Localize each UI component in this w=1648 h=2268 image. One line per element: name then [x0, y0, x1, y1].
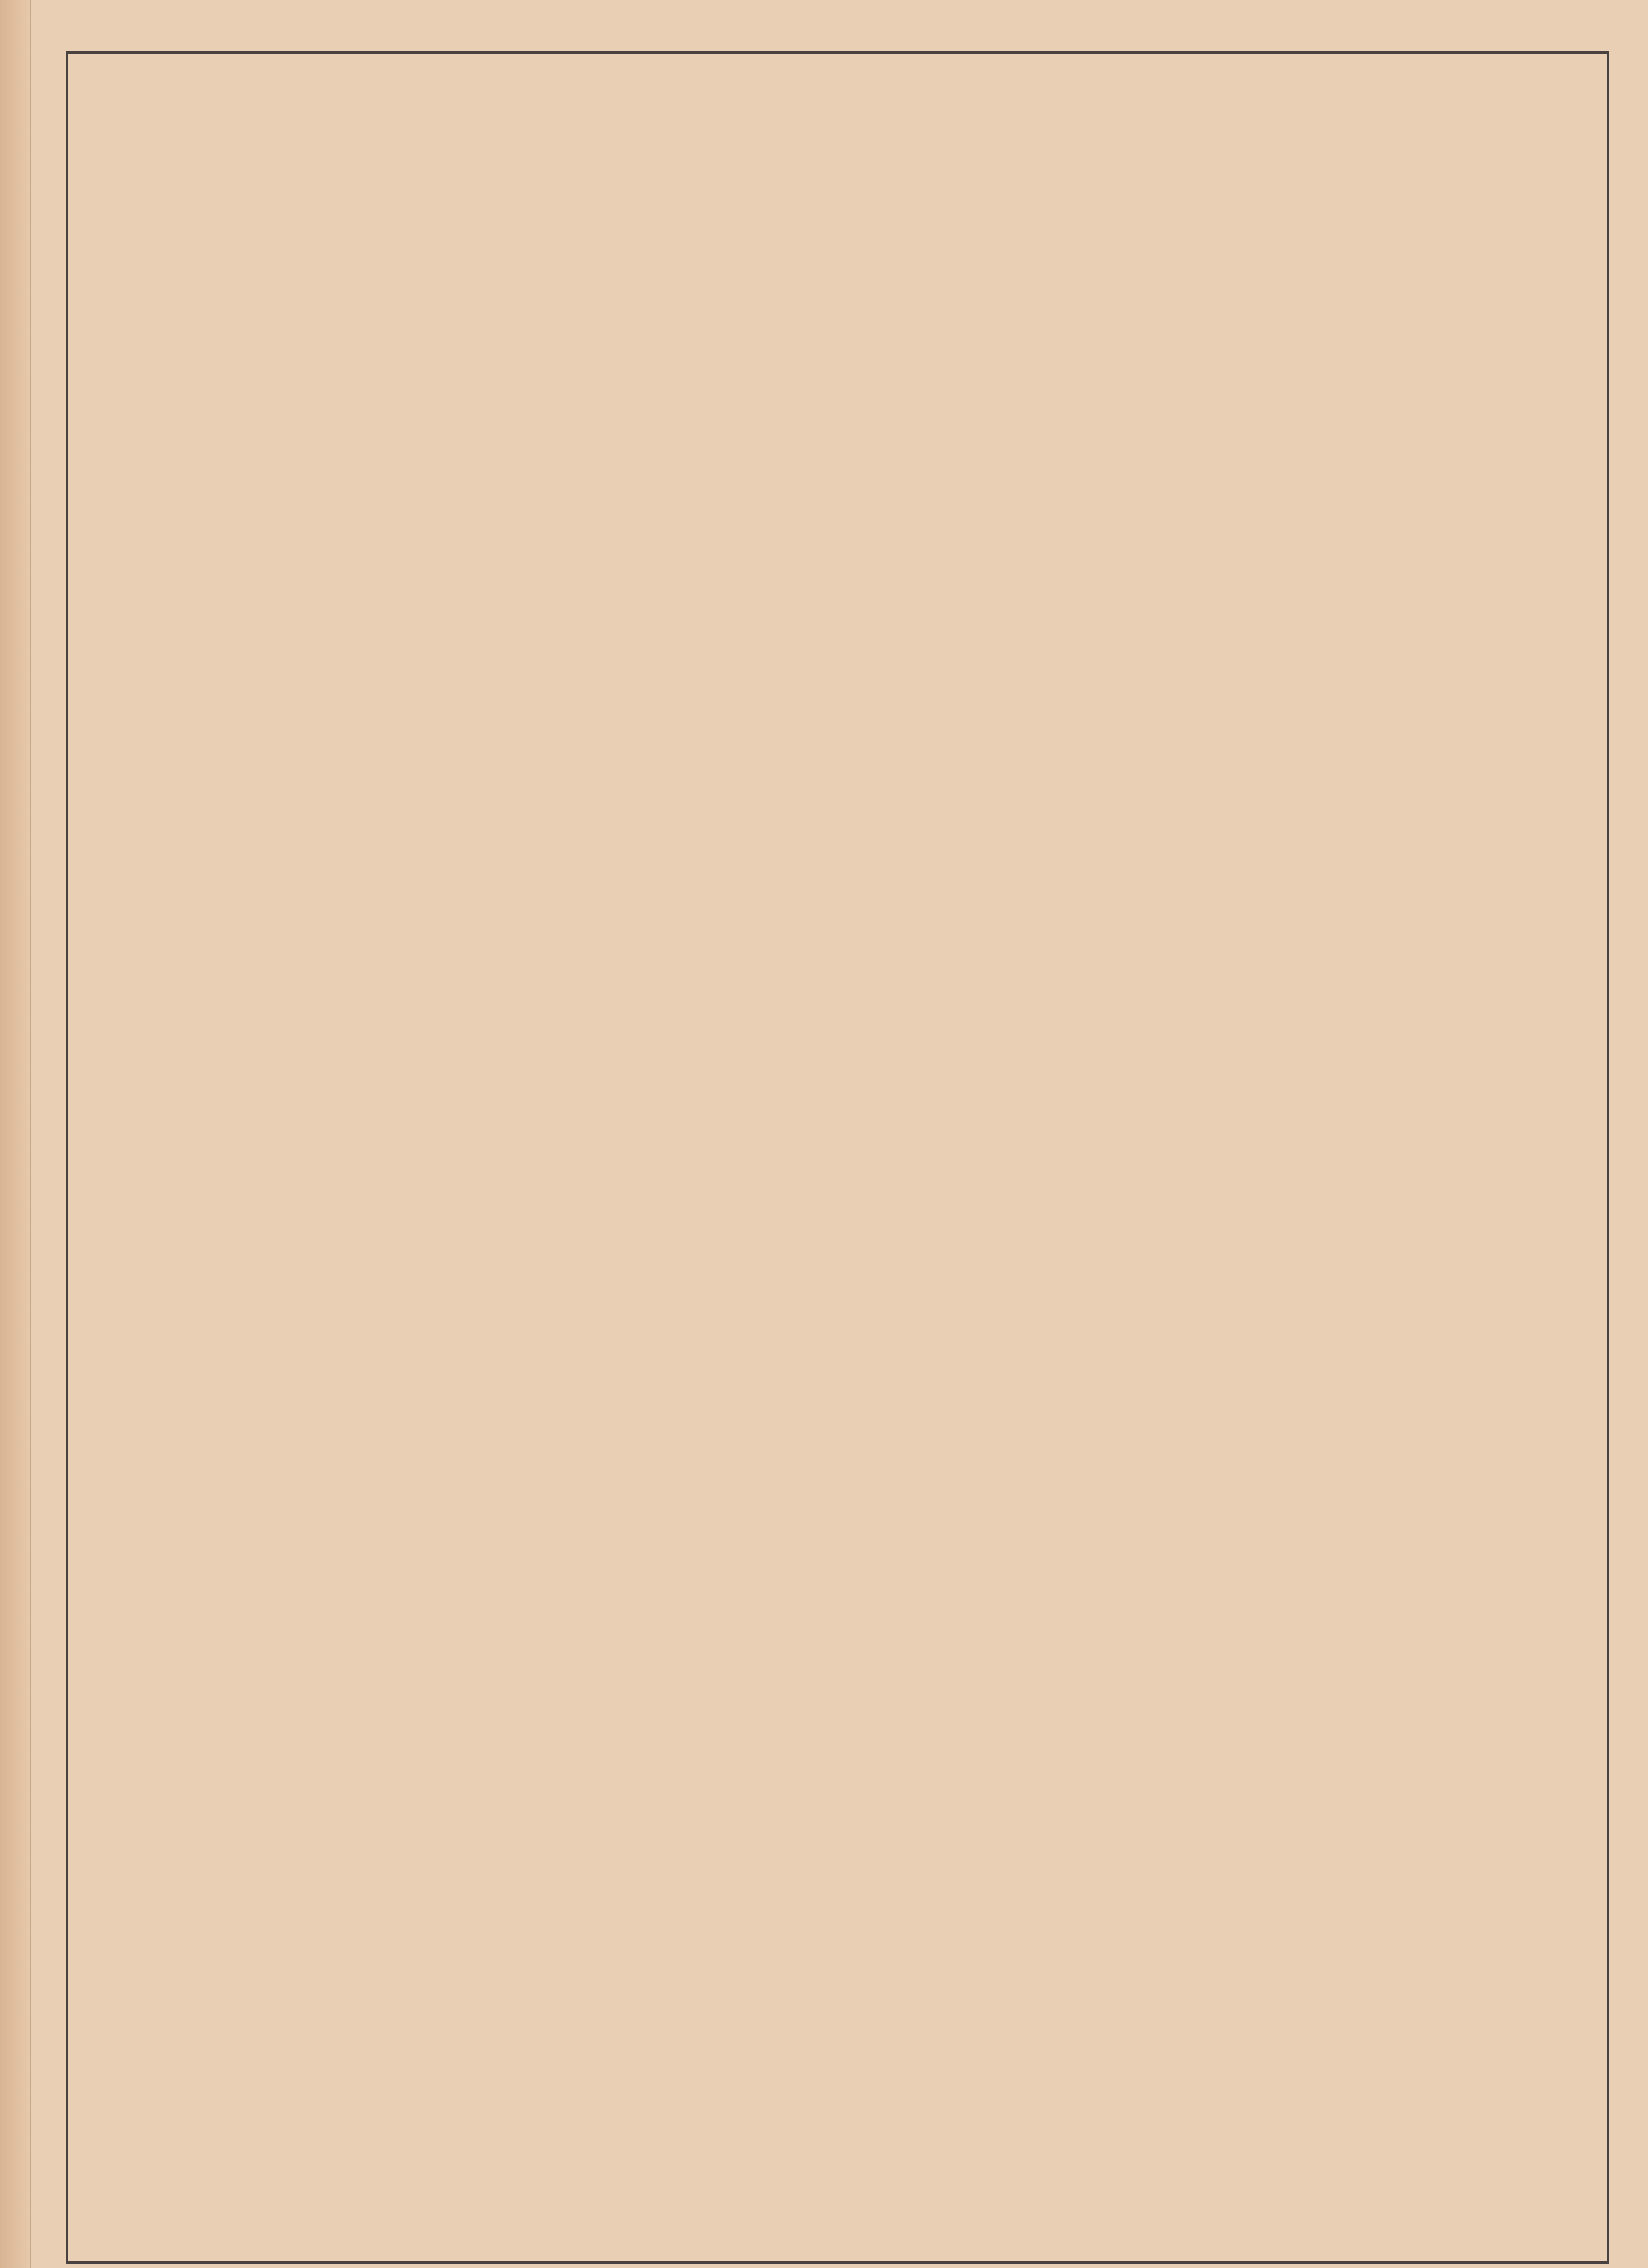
observation-form-frame	[66, 51, 1609, 2264]
page-binding-edge	[0, 0, 31, 2268]
